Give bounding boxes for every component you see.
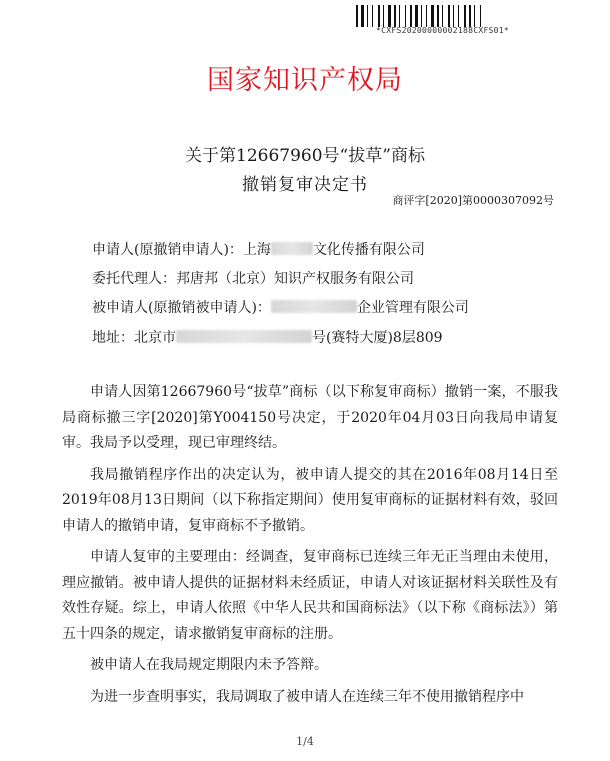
barcode-bar: [374, 5, 377, 27]
paragraph: 为进一步查明事实，我局调取了被申请人在连续三年不使用撤销程序中: [90, 688, 524, 705]
paragraph: 我局撤销程序作出的决定认为，被申请人提交的其在2016年08月14日至2019年08月13日期间（以下称指定期间）使用复审商标的证据材料有效，驳回申请人的撤销申请，复审商标不予撤销。: [62, 466, 558, 534]
barcode-bar: [482, 5, 484, 27]
barcode-bar: [378, 5, 380, 27]
barcode: [356, 5, 518, 27]
barcode-bar: [451, 5, 452, 27]
document-number: 商评字[2020]第0000307092号: [392, 194, 554, 207]
barcode-bar: [428, 5, 430, 27]
document-title-line2: 撤销复审决定书: [242, 175, 368, 195]
applicant-line: [92, 239, 425, 259]
decision-body: [62, 380, 558, 710]
barcode-bar: [472, 5, 473, 27]
paragraph: 被申请人在我局规定期限内未予答辩。: [90, 657, 328, 673]
barcode-bar: [467, 5, 468, 27]
address-prefix: 北京市: [134, 330, 176, 346]
barcode-bar: [369, 5, 371, 27]
barcode-bar: [448, 5, 450, 27]
barcode-bar: [372, 5, 373, 27]
barcode-bar: [392, 5, 393, 27]
barcode-bar: [423, 5, 425, 27]
barcode-bar: [440, 5, 441, 27]
barcode-bar: [455, 5, 457, 27]
redacted-block: [271, 242, 313, 255]
barcode-bar: [361, 5, 364, 27]
barcode-bar: [419, 5, 420, 27]
barcode-bar: [413, 5, 414, 27]
barcode-bar: [399, 5, 400, 27]
barcode-bar: [476, 5, 479, 27]
barcode-bar: [407, 5, 409, 27]
address-line: [92, 327, 443, 347]
issuing-office-title: 国家知识产权局: [207, 65, 403, 96]
barcode-bar: [405, 5, 406, 27]
barcode-bar: [474, 5, 475, 27]
barcode-bar: [388, 5, 391, 27]
respondent-label: 被申请人(原撤销被申请人)：: [92, 300, 271, 316]
barcode-bar: [458, 5, 459, 27]
applicant-name-suffix: 文化传播有限公司: [312, 242, 425, 258]
barcode-bar: [435, 5, 436, 27]
address-suffix: 号(赛特大厦)8层809: [312, 330, 443, 346]
barcode-bar: [381, 5, 382, 27]
agent-label: 委托代理人：: [92, 271, 176, 287]
barcode-bar: [397, 5, 398, 27]
barcode-bar: [464, 5, 466, 27]
applicant-label: 申请人(原撤销申请人)：: [92, 242, 243, 258]
applicant-name-prefix: 上海: [242, 242, 271, 258]
agent-name: 邦唐邦（北京）知识产权服务有限公司: [176, 271, 414, 287]
barcode-bar: [469, 5, 471, 27]
respondent-name-suffix: 企业管理有限公司: [356, 300, 469, 316]
document-title-line1: 关于第12667960号“拔草”商标: [185, 146, 425, 166]
barcode-bar: [437, 5, 439, 27]
barcode-bar: [480, 5, 481, 27]
barcode-bar: [365, 5, 366, 27]
paragraph: 申请人复审的主要理由：经调查，复审商标已连续三年无正当理由未使用，理应撤销。被申请人提供的证据材料未经质证，申请人对该证据材料关联性及有效性存疑。综上，申请人依照《中华人民共和国商标法》（以下称《商标法》）第五十四条的规定，请求撤销复审商标的注册。: [62, 549, 558, 642]
barcode-bar: [367, 5, 368, 27]
barcode-number: *CXFS20200000002188CXFS01*: [376, 26, 510, 35]
barcode-bar: [356, 5, 358, 27]
barcode-bar: [385, 5, 387, 27]
barcode-bar: [426, 5, 427, 27]
agent-line: [92, 268, 414, 288]
barcode-bar: [383, 5, 384, 27]
barcode-bar: [415, 5, 418, 27]
respondent-line: [92, 297, 469, 317]
barcode-bar: [410, 5, 412, 27]
address-label: 地址：: [92, 330, 134, 346]
barcode-bar: [460, 5, 463, 27]
page-number: 1/4: [296, 735, 314, 748]
barcode-bar: [401, 5, 404, 27]
barcode-bar: [359, 5, 360, 27]
barcode-bar: [394, 5, 396, 27]
paragraph: 申请人因第12667960号“拔草”商标（以下称复审商标）撤销一案，不服我局商标撤三字[2020]第Y004150号决定，于2020年04月03日向我局申请复审。我局予以受理，现已审理终结。: [62, 384, 558, 451]
barcode-bar: [453, 5, 454, 27]
barcode-bar: [431, 5, 434, 27]
barcode-bar: [442, 5, 443, 27]
redacted-block: [271, 300, 357, 313]
barcode-bar: [444, 5, 447, 27]
redacted-block: [176, 330, 312, 343]
barcode-bar: [421, 5, 422, 27]
